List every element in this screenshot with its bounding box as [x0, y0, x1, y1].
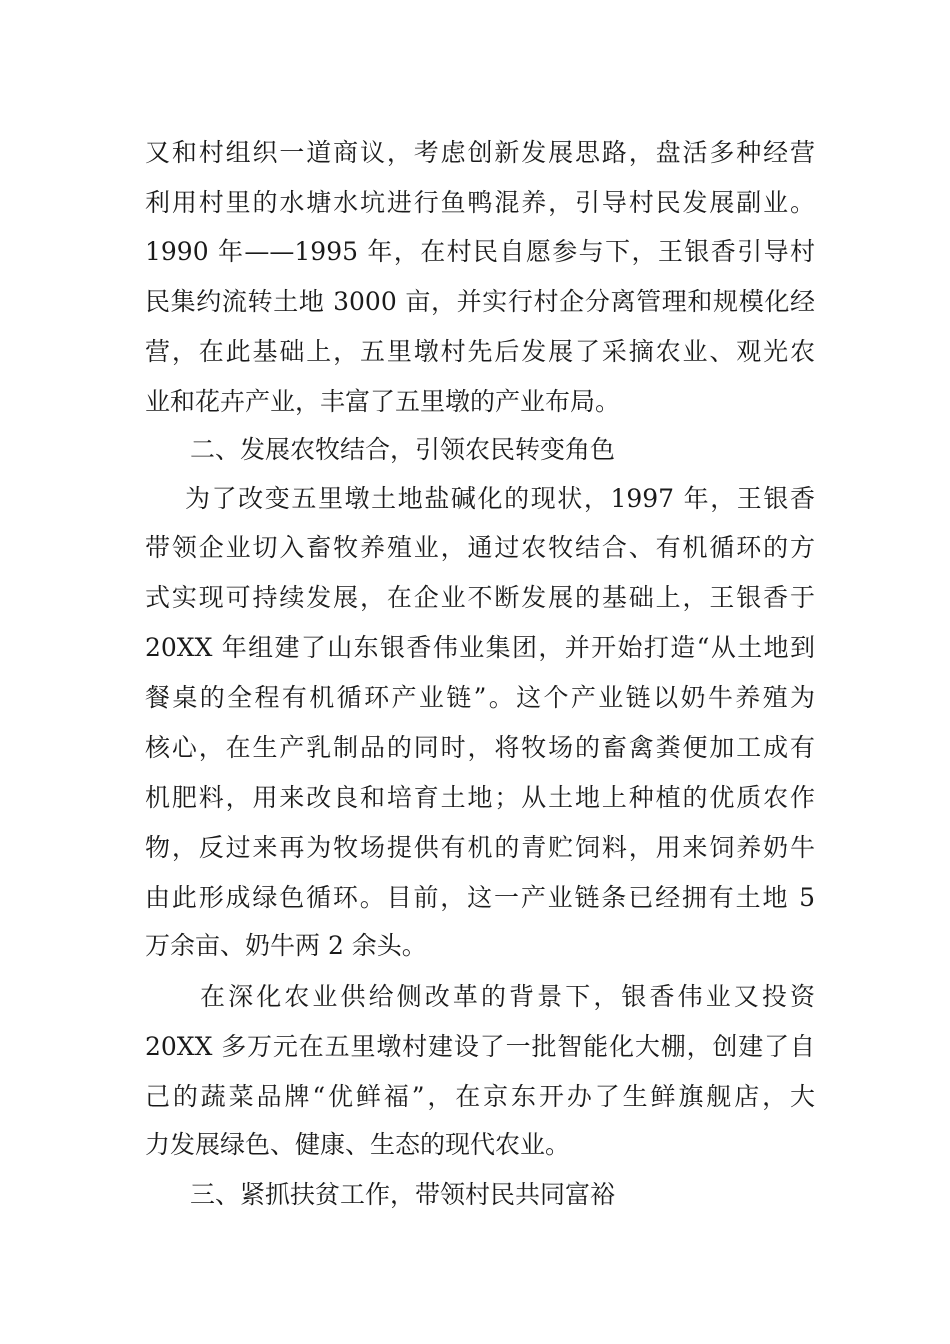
- text-line: 带领企业切入畜牧养殖业，通过农牧结合、有机循环的方: [145, 533, 815, 562]
- text-line: 核心，在生产乳制品的同时，将牧场的畜禽粪便加工成有: [145, 733, 815, 762]
- text-line: 力发展绿色、健康、生态的现代农业。: [145, 1130, 571, 1159]
- text-line: 己的蔬菜品牌“优鲜福”，在京东开办了生鲜旗舰店，大: [145, 1082, 815, 1111]
- text-line: 为了改变五里墩土地盐碱化的现状，1997 年，王银香: [185, 484, 815, 513]
- text-line: 业和花卉产业，丰富了五里墩的产业布局。: [145, 387, 621, 416]
- text-line: 物，反过来再为牧场提供有机的青贮饲料，用来饲养奶牛: [145, 833, 815, 862]
- text-line: 1990 年——1995 年，在村民自愿参与下，王银香引导村: [145, 237, 815, 266]
- text-line: 利用村里的水塘水坑进行鱼鸭混养，引导村民发展副业。: [145, 188, 815, 217]
- text-line: 20XX 年组建了山东银香伟业集团，并开始打造“从土地到: [145, 633, 815, 662]
- text-line: 民集约流转土地 3000 亩，并实行村企分离管理和规模化经: [145, 287, 815, 316]
- text-line: 营，在此基础上，五里墩村先后发展了采摘农业、观光农: [145, 337, 815, 366]
- text-line: 餐桌的全程有机循环产业链”。这个产业链以奶牛养殖为: [145, 683, 815, 712]
- text-line: 机肥料，用来改良和培育土地；从土地上种植的优质农作: [145, 783, 815, 812]
- text-line: 由此形成绿色循环。目前，这一产业链条已经拥有土地 5: [145, 883, 815, 912]
- text-line: 在深化农业供给侧改革的背景下，银香伟业又投资: [200, 982, 815, 1011]
- text-line: 又和村组织一道商议，考虑创新发展思路，盘活多种经营: [145, 138, 815, 167]
- section-heading: 二、发展农牧结合，引领农民转变角色: [190, 435, 616, 464]
- section-heading: 三、紧抓扶贫工作，带领村民共同富裕: [190, 1180, 616, 1209]
- text-line: 万余亩、奶牛两 2 余头。: [145, 931, 427, 960]
- text-line: 20XX 多万元在五里墩村建设了一批智能化大棚，创建了自: [145, 1032, 815, 1061]
- text-line: 式实现可持续发展，在企业不断发展的基础上，王银香于: [145, 583, 815, 612]
